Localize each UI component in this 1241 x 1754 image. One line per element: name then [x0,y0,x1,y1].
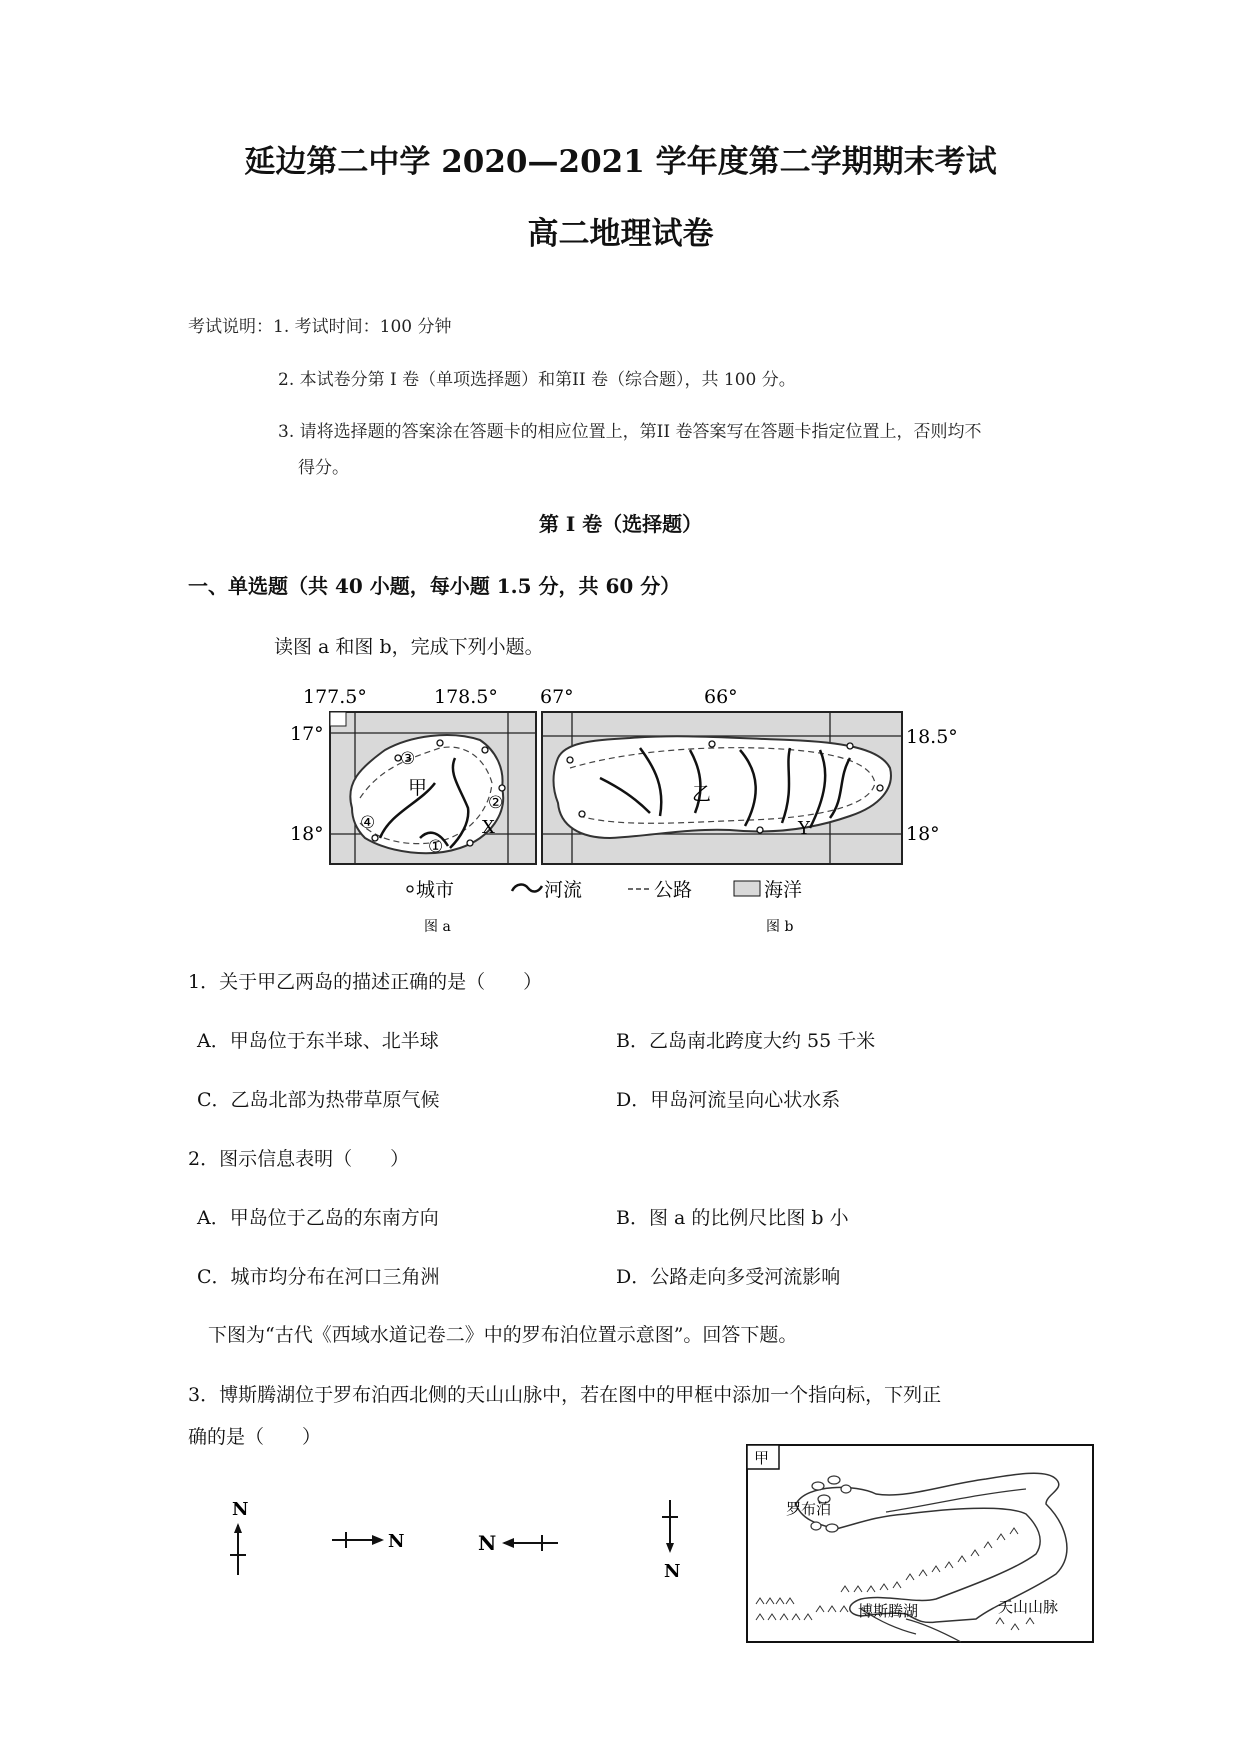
question-1-option-b[interactable]: B．乙岛南北跨度大约 55 千米 [616,1030,876,1052]
question-2-stem: 2．图示信息表明（ ） [188,1148,410,1170]
question-2-option-c[interactable]: C．城市均分布在河口三角洲 [197,1266,440,1288]
exam-title: 延边第二中学 2020—2021 学年度第二学期期末考试 [244,144,997,180]
question-3-stem: 3．博斯腾湖位于罗布泊西北侧的天山山脉中，若在图中的甲框中添加一个指向标，下列正 [188,1384,942,1406]
instructions-item-3: 3. 请将选择题的答案涂在答题卡的相应位置上，第II 卷答案写在答题卡指定位置上，否则均不 [278,422,982,442]
question-1-option-c[interactable]: C．乙岛北部为热带草原气候 [197,1089,440,1111]
question-1-option-a[interactable]: A．甲岛位于东半球、北半球 [197,1030,439,1052]
mark-2: ② [488,793,504,813]
intro-text: 读图 a 和图 b，完成下列小题。 [274,636,544,658]
instructions-lead: 考试说明：1. 考试时间：100 分钟 [188,317,452,337]
caption-b: 图 b [766,919,794,935]
part-title: 第 I 卷（选择题） [538,512,703,536]
mark-3: ③ [400,749,416,769]
mark-1: ① [428,837,444,857]
svg-text:N: N [388,1531,405,1552]
lat-b-top: 18.5° [906,726,958,748]
lat-b-bottom: 18° [906,823,940,845]
question-2-option-a[interactable]: A．甲岛位于乙岛的东南方向 [197,1207,439,1229]
compass-right[interactable] [332,1531,404,1552]
island-yi-label: 乙 [692,783,712,805]
lop-nur-label: 罗布泊 [786,1500,832,1518]
lon-b1: 67° [540,686,574,708]
tianshan-label: 天山山脉 [998,1598,1059,1616]
figure-ab [290,686,958,938]
bosten-lake-label: 博斯腾湖 [858,1602,919,1620]
mark-4: ④ [360,813,376,833]
point-y-label: Y [798,818,810,839]
lat-a-top: 17° [290,723,324,745]
question-2-option-b[interactable]: B．图 a 的比例尺比图 b 小 [616,1207,849,1229]
intro-text-2: 下图为“古代《西域水道记卷二》中的罗布泊位置示意图”。回答下题。 [208,1324,798,1346]
instructions-item-3-cont: 得分。 [298,458,349,478]
compass-options [220,1495,720,1595]
legend-city: 城市 [416,879,455,901]
legend-road: 公路 [654,879,693,901]
question-2-option-d[interactable]: D．公路走向多受河流影响 [616,1266,841,1288]
legend-ocean: 海洋 [764,879,803,901]
svg-text:N: N [478,1531,497,1555]
exam-subtitle: 高二地理试卷 [527,216,714,252]
lon-a1: 177.5° [303,686,367,708]
point-x-label: X [482,817,495,838]
question-1-stem: 1．关于甲乙两岛的描述正确的是（ ） [188,971,543,993]
compass-down[interactable] [662,1500,680,1582]
legend-city-symbol [407,886,413,892]
figure-lop-nur [746,1444,1096,1644]
caption-a: 图 a [424,919,451,935]
legend-river: 河流 [544,879,583,901]
legend-ocean-symbol [734,881,760,896]
compass-left[interactable] [478,1531,558,1555]
compass-up[interactable] [230,1499,248,1575]
legend-river-symbol [512,885,542,892]
island-jia-label: 甲 [408,777,428,799]
svg-text:N: N [664,1561,681,1582]
question-3-stem-cont: 确的是（ ） [188,1426,322,1448]
lon-b2: 66° [704,686,738,708]
lat-a-bottom: 18° [290,823,324,845]
section-title: 一、单选题（共 40 小题，每小题 1.5 分，共 60 分） [188,574,681,598]
frame-label: 甲 [754,1449,770,1467]
svg-text:N: N [232,1499,249,1520]
question-1-option-d[interactable]: D．甲岛河流呈向心状水系 [616,1089,841,1111]
lon-a2: 178.5° [434,686,498,708]
instructions-item-2: 2. 本试卷分第 I 卷（单项选择题）和第II 卷（综合题），共 100 分。 [278,370,796,390]
